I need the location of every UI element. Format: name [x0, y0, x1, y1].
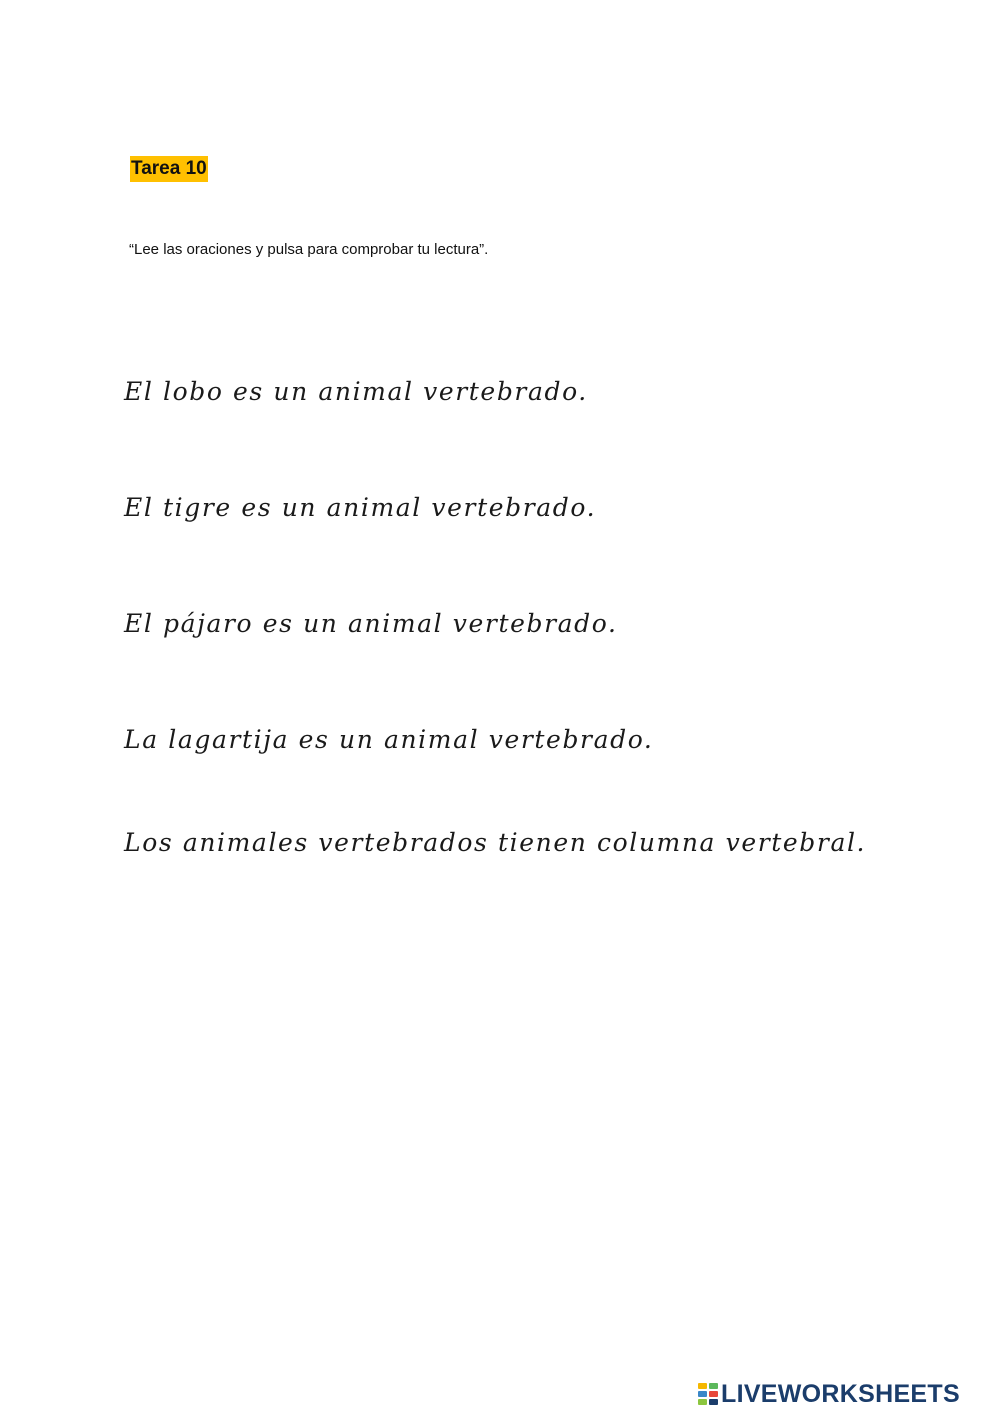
- sentence-5[interactable]: Los animales vertebrados tienen columna vertebral.: [124, 828, 867, 857]
- liveworksheets-brand: [697, 1379, 960, 1409]
- task-instruction: “Lee las oraciones y pulsa para comprobar tu lectura”.: [129, 241, 489, 258]
- sentence-4[interactable]: La lagartija es un animal vertebrado.: [124, 725, 654, 754]
- sentence-3[interactable]: El pájaro es un animal vertebrado.: [124, 609, 618, 638]
- sentence-1[interactable]: El lobo es un animal vertebrado.: [124, 377, 588, 406]
- task-title: Tarea 10: [130, 156, 208, 182]
- liveworksheets-logo-icon: [697, 1382, 719, 1406]
- brand-name: LIVEWORKSHEETS: [721, 1380, 960, 1408]
- sentence-2[interactable]: El tigre es un animal vertebrado.: [124, 493, 597, 522]
